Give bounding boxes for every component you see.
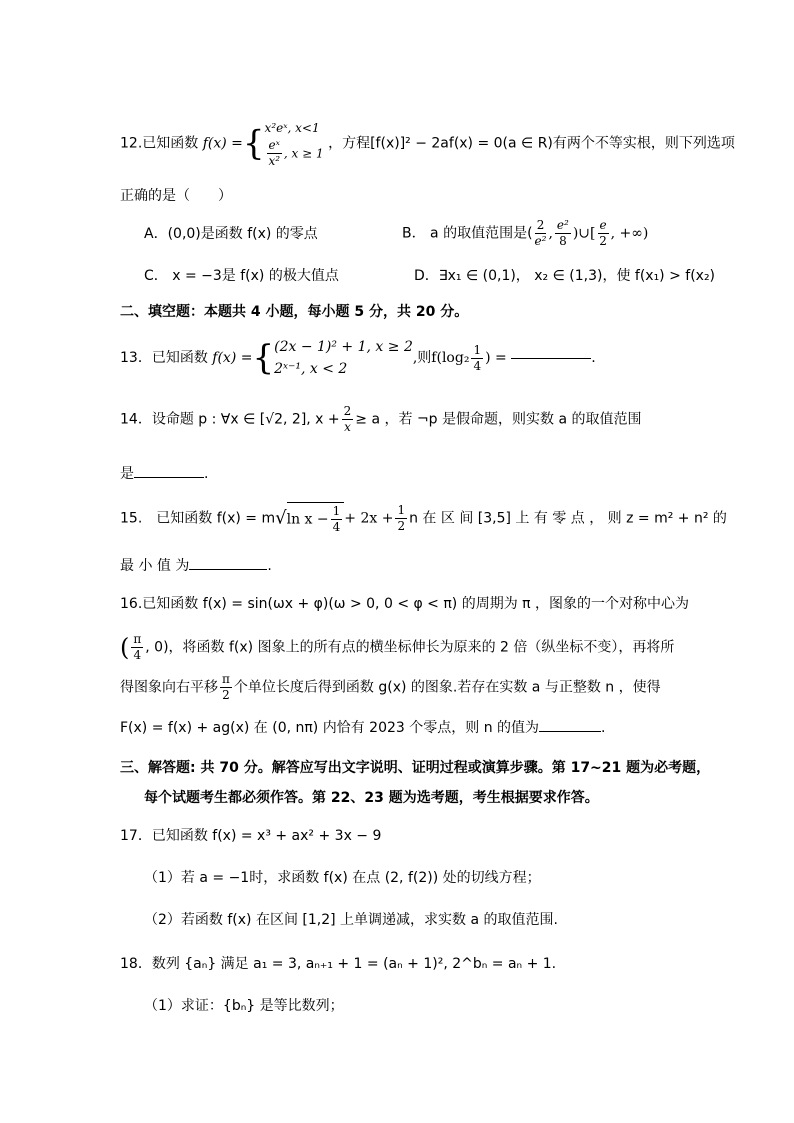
q16-l3-fd: 2 bbox=[222, 688, 230, 702]
q13-post: ) = bbox=[485, 350, 507, 366]
q13-fx: f(x) = bbox=[212, 350, 253, 366]
q16-answer-blank[interactable] bbox=[539, 731, 601, 732]
question-13: 13．已知函数 f(x) ={ (2x − 1)² + 1, x ≥ 2 2ˣ⁻¹, x < 2 ,则f(log₂ $\frac{1}{4}$ ) = . bbox=[120, 338, 596, 378]
q15-radical bbox=[287, 502, 345, 535]
q16-line4: F(x) = f(x) + ag(x) 在 (0, nπ) 内恰有 2023 个零点，则 n 的值为 . bbox=[120, 720, 606, 736]
q15-f2n: 1 bbox=[397, 503, 406, 517]
q12-number: 12.已知函数 bbox=[120, 135, 199, 152]
q16-l3-frac bbox=[220, 672, 232, 703]
q13-case2: 2ˣ⁻¹, x < 2 bbox=[274, 361, 348, 377]
q17-part1: （1）若 a = −1时，求函数 f(x) 在点 (2, f(2)) 处的切线方程； bbox=[144, 870, 541, 886]
q16-line4-text: F(x) = f(x) + ag(x) 在 (0, nπ) 内恰有 2023 个零点，则 n 的值为 bbox=[120, 720, 540, 736]
q12-fx: f(x) = bbox=[202, 135, 243, 152]
q12-optb-f1n: 2 bbox=[535, 218, 547, 234]
q12-cases bbox=[265, 118, 324, 169]
q13-frac bbox=[471, 343, 483, 374]
q12-line2: 正确的是（ ） bbox=[120, 188, 232, 204]
q16-l2-frac bbox=[131, 632, 143, 663]
q12-option-d: D．∃x₁ ∈ (0,1)， x₂ ∈ (1,3)，使 f(x₁) > f(x₂) bbox=[414, 268, 716, 284]
q16-l2-rest: , 0)，将函数 f(x) 图象上的所有点的横坐标伸长为原来的 2 倍（纵坐标不变），再将所 bbox=[145, 639, 675, 656]
q16-l2-fd: 4 bbox=[133, 648, 142, 662]
q12-brace: { bbox=[242, 123, 265, 164]
q15-f2d: 2 bbox=[397, 519, 406, 533]
q12-case2-den: x² bbox=[268, 154, 281, 168]
q14-post: ≥ a ，若 ¬p 是假命题，则实数 a 的取值范围 bbox=[355, 411, 642, 428]
q16-line2 bbox=[120, 632, 674, 663]
q18-stem: 18．数列 {aₙ} 满足 a₁ = 3, aₙ₊₁ + 1 = (aₙ + 1)², 2^bₙ = aₙ + 1. bbox=[120, 956, 557, 972]
q14-line2-text: 是 bbox=[120, 466, 134, 482]
q12-optb-frac3 bbox=[598, 218, 609, 249]
q12-optb-pre: B． a 的取值范围是( bbox=[402, 225, 533, 242]
q12-optb-post: , +∞) bbox=[610, 225, 649, 242]
q15-fd: 4 bbox=[332, 520, 341, 534]
q12-optb-frac1 bbox=[535, 218, 547, 249]
q14-answer-blank[interactable] bbox=[134, 477, 204, 478]
q15-post: n 在 区 间 [3,5] 上 有 零 点 ， 则 z = m² + n² 的 bbox=[409, 510, 727, 527]
q12-case2-num: eˣ bbox=[268, 138, 280, 152]
q16-l3-fn: π bbox=[222, 672, 230, 686]
q12-equation: ，方程[f(x)]² − 2af(x) = 0(a ∈ R)有两个不等实根，则下列选项 bbox=[328, 135, 735, 152]
q12-optb-f1d: e² bbox=[534, 234, 547, 248]
q14-line2: 是 . bbox=[120, 466, 209, 482]
q12-option-a: A．(0,0)是函数 f(x) 的零点 bbox=[144, 226, 318, 242]
q14-pre: 14．设命题 p : ∀x ∈ [√2, 2], x + bbox=[120, 411, 340, 428]
question-12-line1 bbox=[120, 118, 735, 166]
q16-l3-post: 个单位长度后得到函数 g(x) 的图象.若存在实数 a 与正整数 n ，使得 bbox=[233, 679, 661, 696]
q12-option-c: C． x = −3是 f(x) 的极大值点 bbox=[144, 268, 339, 284]
q15-pre: 15. 已知函数 f(x) = m bbox=[120, 510, 276, 527]
q13-cases bbox=[274, 336, 413, 380]
q13-brace: { bbox=[252, 338, 275, 378]
section-2-heading: 二、填空题：本题共 4 小题，每小题 5 分，共 20 分。 bbox=[120, 304, 469, 320]
q14-frac bbox=[342, 404, 354, 435]
q16-l3-pre: 得图象向右平移 bbox=[120, 679, 218, 696]
q15-frac1 bbox=[331, 504, 343, 535]
q15-mid: + 2x + bbox=[344, 510, 394, 527]
q12-optb-f2d: 8 bbox=[559, 234, 567, 248]
q12-optb-f3d: 2 bbox=[599, 234, 607, 248]
q12-optb-mid: )∪[ bbox=[572, 225, 596, 242]
q13-fn: 1 bbox=[473, 342, 482, 357]
q13-answer-blank[interactable] bbox=[511, 358, 591, 359]
q12-optb-frac2 bbox=[555, 218, 571, 249]
q13-pre: 13．已知函数 bbox=[120, 350, 208, 366]
q12-case2-cond: , x ≥ 1 bbox=[283, 146, 324, 161]
q14-fd: x bbox=[344, 420, 351, 434]
section-3-heading-line1: 三、解答题: 共 70 分。解答应写出文字说明、证明过程或演算步骤。第 17~21 题为必考题， bbox=[120, 760, 711, 776]
q17-stem: 17．已知函数 f(x) = x³ + ax² + 3x − 9 bbox=[120, 828, 382, 844]
question-15: 15. 已知函数 f(x) = m√ln x − $\frac{1}{4}$ + 2x + $\frac{1}{2}$ n 在 区 间 [3,5] 上 有 零 点 ， 则 z = m² + n² 的 bbox=[120, 503, 727, 534]
q15-rad-pre: ln x − bbox=[286, 511, 329, 528]
q15-line2: 最 小 值 为 . bbox=[120, 558, 272, 574]
q12-case1: x²eˣ, x<1 bbox=[264, 121, 320, 135]
q15-answer-blank[interactable] bbox=[189, 569, 267, 570]
q15-frac2 bbox=[395, 503, 407, 534]
q13-mid: ,则f(log₂ bbox=[412, 350, 470, 366]
q16-l2-open: ( bbox=[120, 633, 130, 662]
q16-line1: 16.已知函数 f(x) = sin(ωx + φ)(ω > 0, 0 < φ < π) 的周期为 π ，图象的一个对称中心为 bbox=[120, 596, 690, 612]
q13-case1: (2x − 1)² + 1, x ≥ 2 bbox=[274, 339, 413, 355]
q13-fd: 4 bbox=[473, 358, 482, 373]
q12-case2 bbox=[265, 138, 324, 169]
q16-l2-fn: π bbox=[133, 632, 142, 646]
q17-part2: （2）若函数 f(x) 在区间 [1,2] 上单调递减，求实数 a 的取值范围. bbox=[144, 912, 558, 928]
section-3-heading-line2: 每个试题考生都必须作答。第 22、23 题为选考题，考生根据要求作答。 bbox=[144, 790, 599, 806]
q12-optb-f2n: e² bbox=[556, 218, 569, 232]
q18-part1: （1）求证：{bₙ} 是等比数列； bbox=[144, 998, 344, 1014]
q12-optb-f3n: e bbox=[599, 218, 607, 232]
question-14 bbox=[120, 404, 642, 435]
q15-line2-text: 最 小 值 为 bbox=[120, 558, 190, 574]
q16-line3 bbox=[120, 672, 661, 703]
q12-case2-frac bbox=[267, 138, 282, 169]
q12-option-b: B． a 的取值范围是( $\frac{2}{\text{e²}}$ , $\frac{\text{e²}}{8}$ )∪[ $\frac{e}{2}$ , +∞) bbox=[402, 218, 649, 248]
q14-fn: 2 bbox=[343, 404, 352, 418]
q15-fn: 1 bbox=[332, 504, 341, 518]
